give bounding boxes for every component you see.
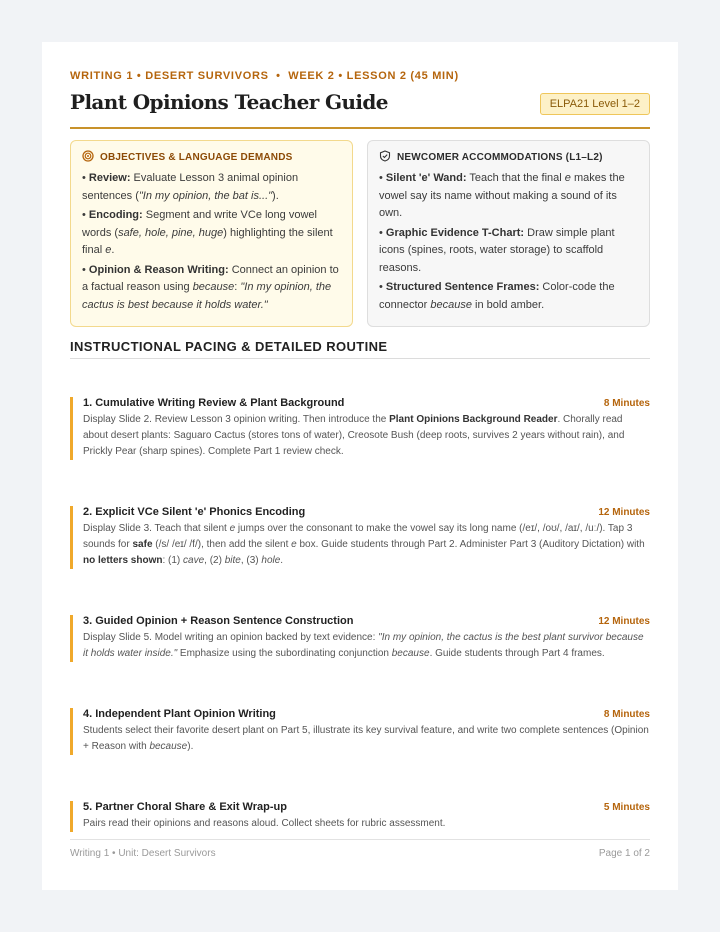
objectives-header: [82, 150, 341, 165]
step-title: 4. Independent Plant Opinion Writing: [83, 708, 276, 720]
objectives-panel: [70, 140, 353, 327]
step-duration: 5 Minutes: [603, 802, 650, 813]
pacing-step: [70, 397, 650, 460]
accommodation-item: • Structured Sentence Frames: Color-code the connector because in bold amber.: [379, 281, 615, 311]
step-description: Display Slide 3. Teach that silent e jumps over the consonant to make the vowel say its long name (/eɪ/, /oʊ/, /aɪ/, /uː/). Tap 3 sounds for safe (/s/ /eɪ/ /f/), then add the silent e box. Guide students through Part 2. Administer Part 3 (Auditory Dictation) with no letters shown: (1) cave, (2) bite, (3) hole.: [83, 523, 645, 566]
accommodation-item: • Graphic Evidence T-Chart: Draw simple plant icons (spines, roots, water storage) to scaffold reasons.: [379, 226, 615, 274]
accommodations-heading: NEWCOMER ACCOMMODATIONS (L1–L2): [397, 152, 603, 163]
objective-item: • Review: Evaluate Lesson 3 animal opinion sentences ("In my opinion, the bat is...").: [82, 172, 299, 202]
step-duration: 12 Minutes: [598, 616, 650, 627]
objectives-heading: OBJECTIVES & LANGUAGE DEMANDS: [100, 152, 293, 163]
pacing-section-title: INSTRUCTIONAL PACING & DETAILED ROUTINE: [70, 339, 388, 354]
footer-unit: Writing 1 • Unit: Desert Survivors: [70, 848, 216, 859]
step-duration: 8 Minutes: [603, 709, 650, 720]
step-title: 3. Guided Opinion + Reason Sentence Construction: [83, 615, 354, 627]
step-description: Display Slide 5. Model writing an opinion backed by text evidence: "In my opinion, the cactus is the best plant survivor because it holds water inside." Emphasize using the subordinating conjunction because. Guide students through Part 4 frames.: [83, 632, 644, 659]
step-description: Students select their favorite desert plant on Part 5, illustrate its key survival feature, and write two complete sentences (Opinion + Reason with because).: [83, 725, 649, 752]
objective-item: • Encoding: Segment and write VCe long vowel words (safe, hole, pine, huge) highlighting the silent final e.: [82, 209, 333, 256]
step-duration: 12 Minutes: [598, 507, 650, 518]
step-title: 5. Partner Choral Share & Exit Wrap-up: [83, 801, 287, 813]
lesson-kicker: WRITING 1 • DESERT SURVIVORS • WEEK 2 • LESSON 2 (45 MIN): [70, 70, 459, 82]
level-badge: ELPA21 Level 1–2: [540, 93, 650, 115]
step-description: Display Slide 2. Review Lesson 3 opinion writing. Then introduce the Plant Opinions Background Reader. Chorally read about desert plants: Saguaro Cactus (stores tons of water), Creosote Bush (deep roots, survives 2 years without rain), and Prickly Pear (sharp spines). Complete Part 1 review check.: [83, 414, 625, 457]
step-title: 2. Explicit VCe Silent 'e' Phonics Encoding: [83, 506, 306, 518]
section-divider: [70, 358, 650, 359]
pacing-step: [70, 506, 650, 569]
page-title: Plant Opinions Teacher Guide: [70, 90, 388, 114]
step-title: 1. Cumulative Writing Review & Plant Background: [83, 397, 345, 409]
accommodations-header: [379, 150, 638, 165]
accommodations-panel: [367, 140, 650, 327]
step-duration: 8 Minutes: [603, 398, 650, 409]
header-divider: [70, 127, 650, 129]
step-description: Pairs read their opinions and reasons aloud. Collect sheets for rubric assessment.: [83, 818, 446, 829]
objective-item: • Opinion & Reason Writing: Connect an opinion to a factual reason using because: "In my opinion, the cactus is best because it holds water.": [82, 263, 339, 311]
footer-divider: [70, 839, 650, 840]
target-icon: [82, 150, 94, 165]
accommodation-item: • Silent 'e' Wand: Teach that the final e makes the vowel say its name without making a sound of its own.: [379, 172, 625, 219]
page-number: Page 1 of 2: [598, 848, 650, 859]
pacing-step: [70, 615, 650, 662]
guide-page: [42, 42, 678, 890]
pacing-step: [70, 801, 650, 832]
shield-check-icon: [379, 150, 391, 165]
pacing-step: [70, 708, 650, 755]
